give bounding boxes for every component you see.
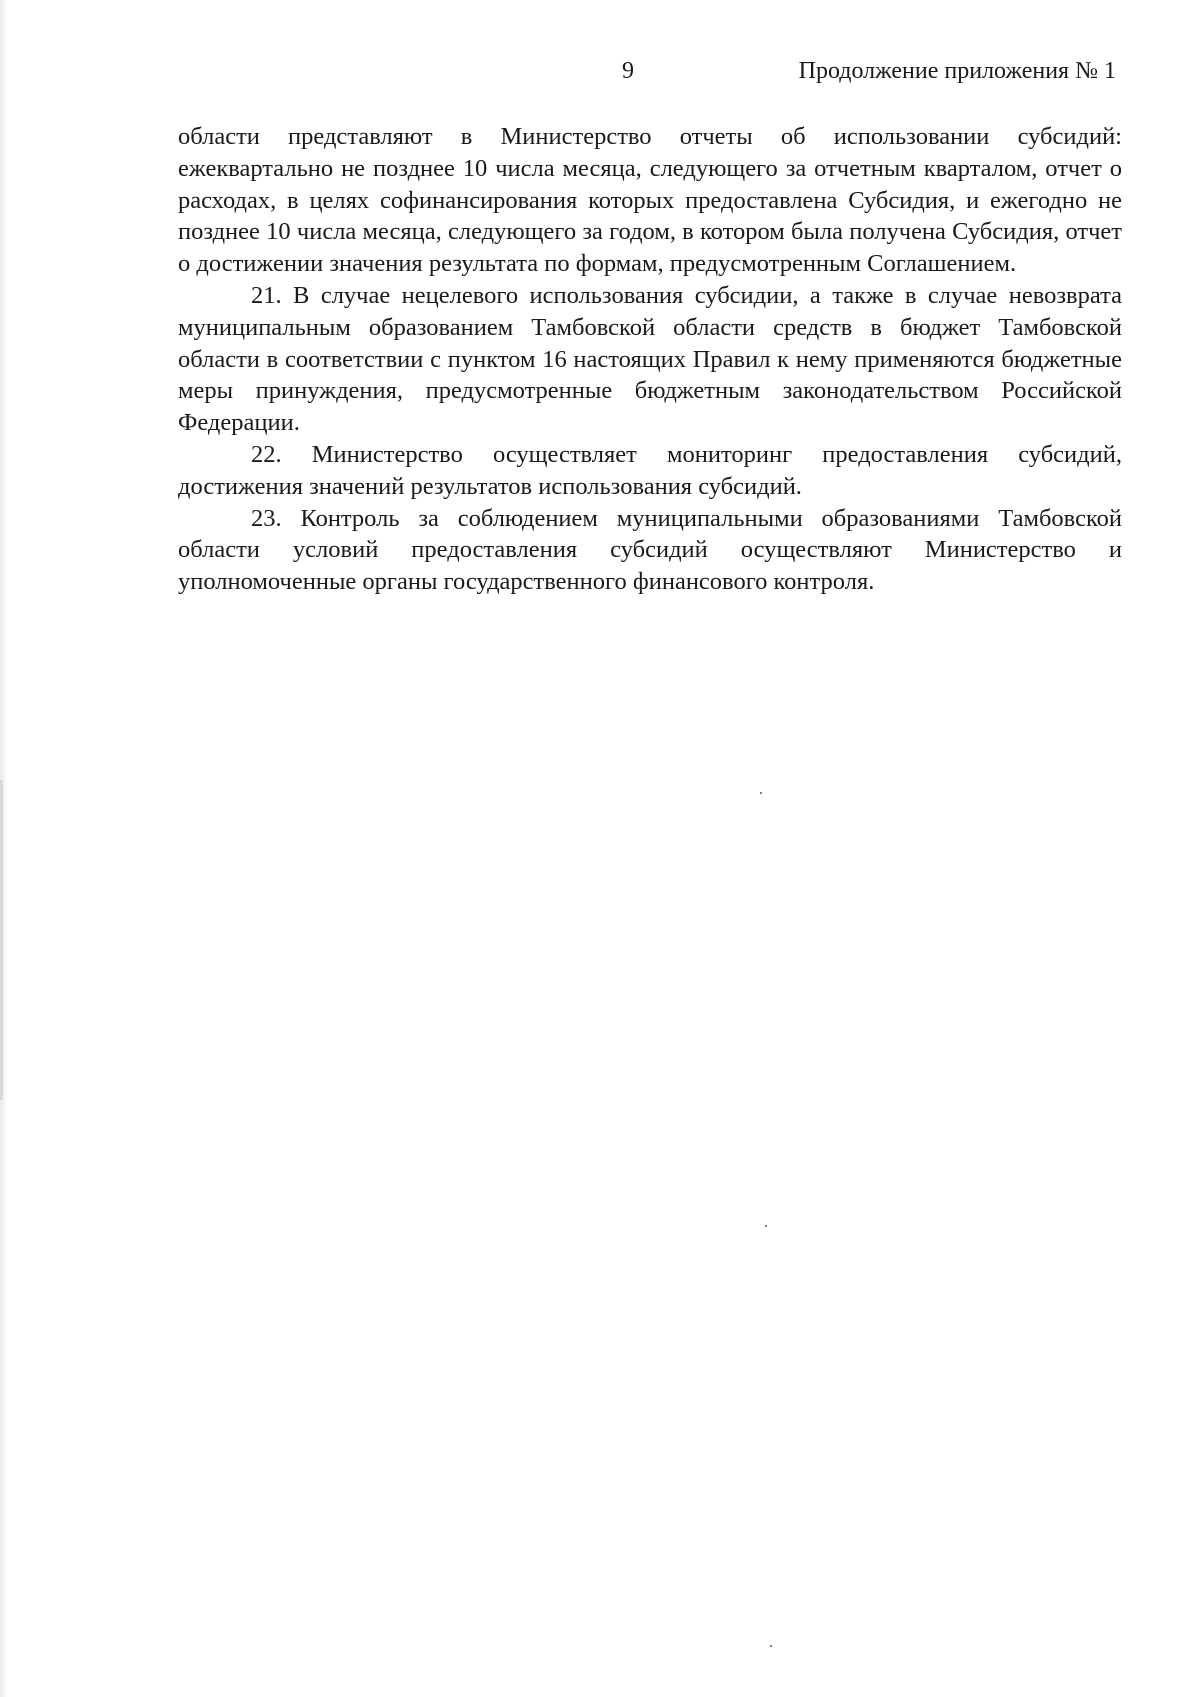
page-number: 9 bbox=[622, 58, 634, 84]
scan-speck bbox=[770, 1645, 772, 1647]
document-body bbox=[178, 121, 1122, 598]
paragraph-21: 21. В случае нецелевого использования субсидии, а также в случае невозврата муниципальным образованием Тамбовской области средств в бюджет Тамбовской области в соответствии с пунктом 16 настоящих Правил к нему применяются бюджетные меры принуждения, предусмотренные бюджетным законодательством Российской Федерации. bbox=[178, 281, 1122, 437]
scan-speck bbox=[760, 792, 762, 794]
paragraph-22: 22. Министерство осуществляет мониторинг предоставления субсидий, достижения значений результатов использования субсидий. bbox=[178, 440, 1122, 500]
paragraph-23: 23. Контроль за соблюдением муниципальными образованиями Тамбовской области условий предоставления субсидий осуществляют Министерство и уполномоченные органы государственного финансового контроля. bbox=[178, 504, 1122, 596]
appendix-continuation-label: Продолжение приложения № 1 bbox=[798, 58, 1116, 84]
paragraph-continued: области представляют в Министерство отчеты об использовании субсидий: ежеквартально не позднее 10 числа месяца, следующего за отчетным кварталом, отчет о расходах, в целях софинансирования которых предоставлена Субсидия, и ежегодно не позднее 10 числа месяца, следующего за годом, в котором была получена Субсидия, отчет о достижении значения результата по формам, предусмотренным Соглашением. bbox=[178, 123, 1122, 278]
scan-edge-mark bbox=[0, 780, 3, 1100]
scan-speck bbox=[765, 1225, 767, 1227]
page-header bbox=[0, 58, 1200, 92]
